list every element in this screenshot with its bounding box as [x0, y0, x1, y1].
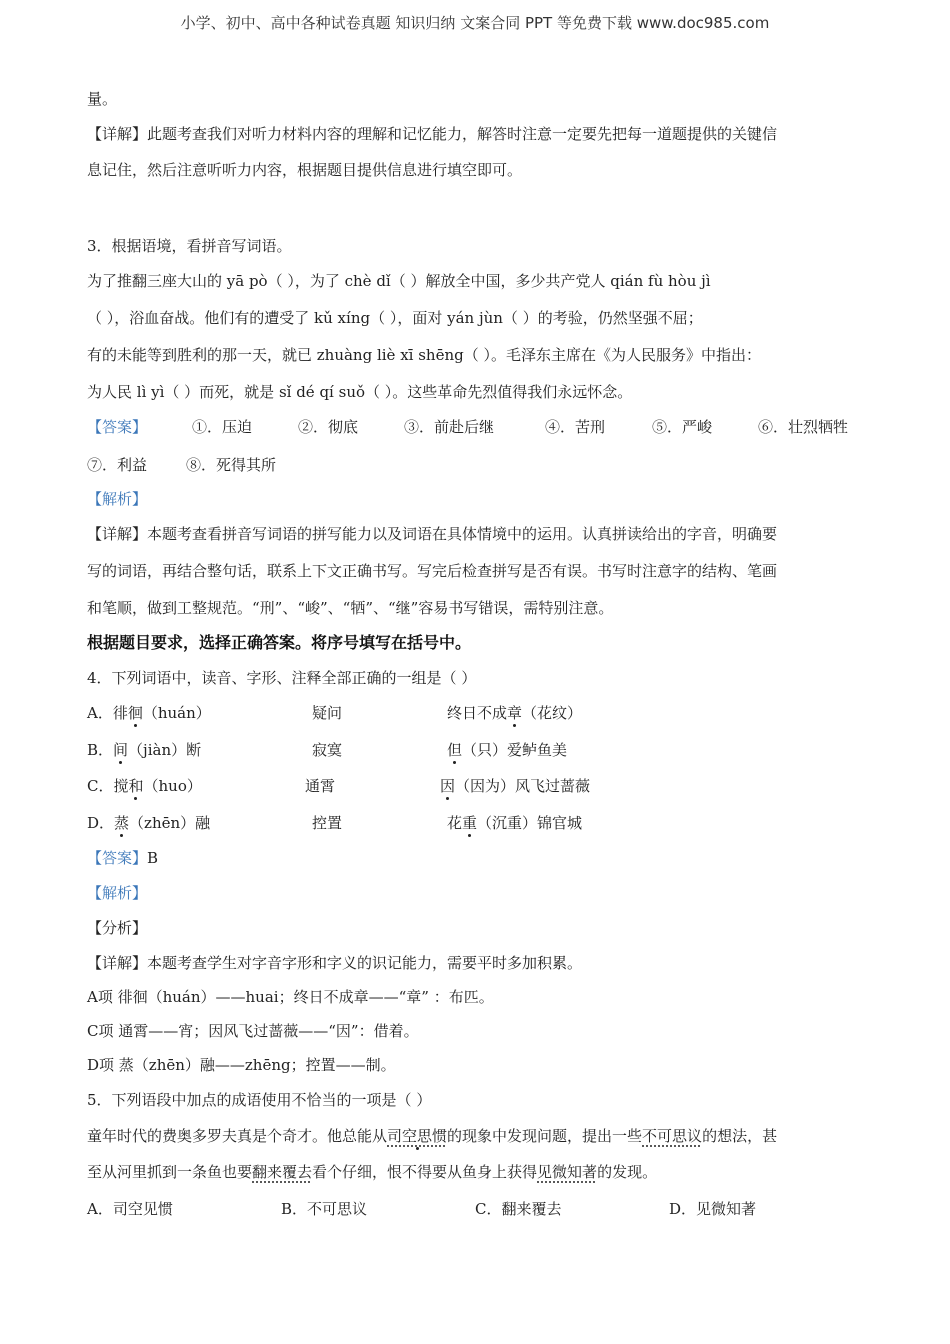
q5-p1-text-b: 的现象中发现问题，提出一些 [447, 1127, 643, 1145]
q5-p2-text-a: 至从河里抓到一条鱼也要 [87, 1163, 253, 1181]
q4-item-a: A项 徘徊（huán）——huai；终日不成章——“章” ：布匹。 [87, 988, 494, 1006]
q3-answer-2: ②．彻底 [298, 418, 359, 436]
q4-detail: 【详解】本题考查学生对字音字形和字义的识记能力，需要平时多加积累。 [87, 954, 583, 972]
section-heading: 根据题目要求，选择正确答案。将序号填写在括号中。 [87, 633, 472, 652]
q3-detail-line-1: 【详解】本题考查看拼音写词语的拼写能力以及词语在具体情境中的运用。认真拼读给出的字音，明确要 [87, 525, 778, 543]
q5-p1-idiom-1: 司空思惯 [387, 1127, 448, 1145]
q3-title: 3．根据语境，看拼音写词语。 [87, 237, 292, 255]
q5-p2-text-b: 看个仔细，恨不得要从鱼身上获得 [312, 1163, 538, 1181]
q4-c-prefix: C．搅 [87, 777, 129, 795]
q5-p2-idiom-1: 翻来覆去 [252, 1163, 313, 1181]
q5-passage-line-1 [87, 1126, 777, 1146]
q3-answer-label: 【答案】 [87, 418, 148, 436]
q4-answer [87, 848, 158, 868]
q4-d-prefix: D． [87, 814, 115, 832]
q3-answer-8: ⑧．死得其所 [186, 456, 277, 474]
q3-detail-line-3: 和笔顺，做到工整规范。“刑”、“峻”、“牺”、“继”容易书写错误，需特别注意。 [87, 599, 614, 617]
q4-a-rest: （huán） [142, 704, 211, 722]
q5-p2-text-c: 的发现。 [597, 1163, 658, 1181]
q3-answer-4: ④．苦刑 [545, 418, 606, 436]
q4-c-rest: （huo） [143, 777, 202, 795]
q4-c-dotted: 和 [128, 777, 144, 795]
q4-answer-label: 【答案】 [87, 849, 148, 867]
q3-analysis-label: 【解析】 [87, 490, 148, 508]
q4-c-col3-dotted: 因 [440, 777, 456, 795]
q3-detail-line-2: 写的词语，再结合整句话，联系上下文正确书写。写完后检查拼写是否有误。书写时注意字的结构、笔画 [87, 562, 778, 580]
q4-b-rest: （jiàn）断 [128, 741, 202, 759]
q5-p1-idiom-2: 不可思议 [642, 1127, 703, 1145]
q4-item-d: D项 蒸（zhēn）融——zhēng；控置——制。 [87, 1056, 396, 1074]
q4-answer-value: B [147, 849, 159, 867]
q4-option-d [87, 813, 210, 833]
q4-c-col3-rest: （因为）风飞过蔷薇 [455, 777, 591, 795]
q4-b-col3 [447, 740, 567, 760]
q3-answer-6: ⑥．壮烈牺牲 [758, 418, 849, 436]
q5-option-c: C．翻来覆去 [475, 1200, 562, 1218]
site-header: 小学、初中、高中各种试卷真题 知识归纳 文案合同 PPT 等免费下载 www.doc985.com [180, 14, 770, 32]
q4-b-col3-rest: （只）爱鲈鱼美 [462, 741, 568, 759]
prev-detail-line-1: 【详解】此题考查我们对听力材料内容的理解和记忆能力，解答时注意一定要先把每一道题提供的关键信 [87, 125, 778, 143]
q4-b-col2: 寂寞 [312, 741, 343, 759]
q3-line-4: 为人民 lì yì（ ）而死，就是 sǐ dé qí suǒ（ ）。这些革命先烈值得我们永远怀念。 [87, 383, 633, 401]
q4-item-c: C项 通霄——宵；因风飞过蔷薇——“因”：借着。 [87, 1022, 419, 1040]
q4-d-col3 [447, 813, 582, 833]
q4-analysis-label: 【解析】 [87, 884, 148, 902]
q3-answer-1: ①．压迫 [192, 418, 253, 436]
prev-line: 量。 [87, 90, 118, 108]
q4-b-dotted: 间 [113, 741, 129, 759]
q4-a-dotted: 徊 [127, 704, 143, 722]
q4-d-dotted: 蒸 [114, 814, 130, 832]
q4-d-rest: （zhēn）融 [129, 814, 211, 832]
q4-option-a [87, 703, 211, 723]
q4-a-col3-rest: （花纹） [522, 704, 583, 722]
q4-option-c [87, 776, 202, 796]
q3-line-3: 有的未能等到胜利的那一天，就已 zhuàng liè xī shēng（ ）。毛泽东主席在《为人民服务》中指出： [87, 346, 762, 364]
q5-p1-text-a: 童年时代的费奥多罗夫真是个奇才。他总能从 [87, 1127, 388, 1145]
q4-d-col2: 控置 [312, 814, 343, 832]
q4-a-col2: 疑问 [312, 704, 343, 722]
q4-c-col3 [440, 776, 590, 796]
q4-title: 4．下列词语中，读音、字形、注释全部正确的一组是（ ） [87, 669, 477, 687]
q3-answer-5: ⑤．严峻 [652, 418, 713, 436]
q5-option-d: D．见微知著 [669, 1200, 757, 1218]
q5-option-a: A．司空见惯 [87, 1200, 173, 1218]
q3-line-1: 为了推翻三座大山的 yā pò（ ），为了 chè dǐ（ ）解放全中国，多少共产党人 qián fù hòu jì [87, 272, 711, 290]
q5-option-b: B．不可思议 [281, 1200, 368, 1218]
prev-detail-line-2: 息记住，然后注意听听力内容，根据题目提供信息进行填空即可。 [87, 161, 523, 179]
q4-a-col3-pre: 终日不成 [447, 704, 508, 722]
q5-passage-line-2 [87, 1162, 657, 1182]
q4-a-col3-dotted: 章 [507, 704, 523, 722]
q3-line-2: （ ），浴血奋战。他们有的遭受了 kǔ xíng（ ），面对 yán jùn（ ）的考验，仍然坚强不屈； [87, 309, 703, 327]
q4-a-prefix: A．徘 [87, 704, 128, 722]
q5-p1-text-c: 的想法，甚 [702, 1127, 778, 1145]
q3-answer-7: ⑦．利益 [87, 456, 148, 474]
q5-title: 5．下列语段中加点的成语使用不恰当的一项是（ ） [87, 1091, 432, 1109]
q4-b-prefix: B． [87, 741, 114, 759]
q4-d-col3-pre: 花 [447, 814, 463, 832]
q4-fenxi-label: 【分析】 [87, 919, 148, 937]
q4-d-col3-rest: （沉重）锦官城 [477, 814, 583, 832]
q4-a-col3 [447, 703, 582, 723]
q5-p2-idiom-2: 见微知著 [537, 1163, 598, 1181]
q4-b-col3-dotted: 但 [447, 741, 463, 759]
q4-d-col3-dotted: 重 [462, 814, 478, 832]
q4-c-col2: 通霄 [305, 777, 336, 795]
q3-answer-3: ③．前赴后继 [404, 418, 495, 436]
q4-option-b [87, 740, 201, 760]
